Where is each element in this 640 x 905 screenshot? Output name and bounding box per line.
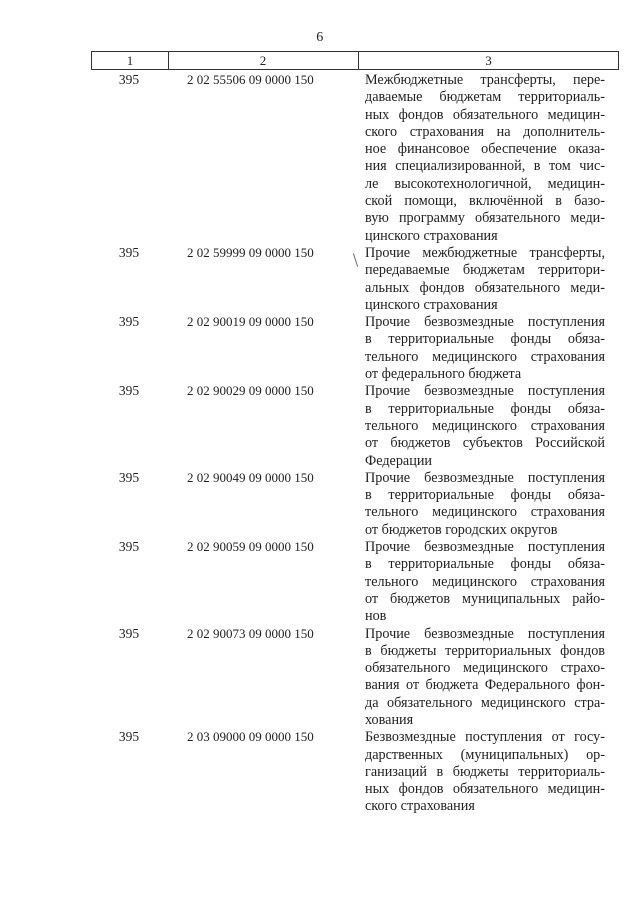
description-line: тельного медицинского страхования (365, 573, 605, 590)
admin-code: 395 (118, 625, 140, 641)
revenue-description (365, 72, 605, 245)
description-line: в территориальные фонды обяза- (365, 487, 605, 504)
revenue-description (365, 729, 605, 815)
revenue-description (365, 626, 605, 730)
table-row (0, 245, 640, 314)
revenue-description (365, 470, 605, 539)
table-body (0, 72, 640, 816)
table-row (0, 72, 640, 245)
description-line: нов (365, 608, 387, 625)
budget-classification-code: 2 03 09000 09 0000 150 (187, 729, 314, 745)
description-line: вания от бюджета Федерального фон- (365, 677, 605, 694)
revenue-description (365, 245, 605, 314)
description-line: цинского страхования (365, 227, 498, 244)
description-line: Прочие безвозмездные поступления (365, 383, 605, 400)
description-line: дарственных (муниципальных) ор- (365, 746, 605, 763)
description-line: в территориальные фонды обяза- (365, 331, 605, 348)
header-col-1: 1 (92, 52, 169, 69)
table-row (0, 470, 640, 539)
description-line: ского страхования (365, 798, 475, 815)
description-line: Федерации (365, 452, 433, 469)
admin-code: 395 (118, 72, 140, 87)
table-row (0, 383, 640, 469)
description-line: ния специализированной, в том чис- (365, 158, 605, 175)
budget-classification-code: 2 02 90029 09 0000 150 (187, 383, 314, 399)
budget-classification-code: 2 02 90019 09 0000 150 (187, 314, 314, 330)
header-col-3: 3 (485, 53, 492, 68)
budget-classification-code: 2 02 90049 09 0000 150 (187, 469, 314, 485)
description-line: тельного медицинского страхования (365, 348, 605, 365)
description-line: ное финансовое обеспечение оказа- (365, 141, 605, 158)
table-row (0, 314, 640, 383)
admin-code: 395 (118, 539, 140, 555)
description-line: Межбюджетные трансферты, пере- (365, 72, 605, 88)
description-line: цинского страхования (365, 296, 498, 313)
admin-code: 395 (118, 729, 140, 745)
description-line: от бюджетов субъектов Российской (365, 435, 605, 452)
table-header (91, 51, 619, 70)
revenue-description (365, 539, 605, 625)
description-line: Прочие межбюджетные трансферты, (365, 244, 605, 261)
description-line: ской помощи, включённой в базо- (365, 193, 605, 210)
budget-classification-code: 2 02 90073 09 0000 150 (187, 625, 314, 641)
description-line: тельного медицинского страхования (365, 417, 605, 434)
description-line: от бюджетов муниципальных райо- (365, 590, 605, 607)
table-row (0, 626, 640, 730)
budget-classification-code: 2 02 90059 09 0000 150 (187, 539, 314, 555)
description-line: Прочие безвозмездные поступления (365, 539, 605, 556)
description-line: обязательного медицинского страхо- (365, 660, 605, 677)
description-line: ных фондов обязательного медицин- (365, 106, 605, 123)
admin-code: 395 (118, 383, 140, 399)
page-number: 6 (316, 30, 324, 45)
budget-classification-code: 2 02 55506 09 0000 150 (187, 72, 314, 87)
description-line: ского страхования на дополнитель- (365, 123, 605, 140)
header-col-2: 2 (168, 52, 359, 69)
description-line: ганизаций в бюджеты территориаль- (365, 763, 605, 780)
description-line: от федерального бюджета (365, 366, 522, 383)
description-line: альных фондов обязательного меди- (365, 279, 605, 296)
admin-code: 395 (118, 469, 140, 485)
description-line: в бюджеты территориальных фондов (365, 642, 605, 659)
revenue-description (365, 383, 605, 469)
description-line: тельного медицинского страхования (365, 504, 605, 521)
description-line: от бюджетов городских округов (365, 521, 558, 538)
description-line: передаваемые бюджетам территори- (365, 262, 605, 279)
description-line: ле высокотехнологичной, медицин- (365, 175, 605, 192)
table-row (0, 729, 640, 815)
revenue-description (365, 314, 605, 383)
description-line: Безвозмездные поступления от госу- (365, 729, 605, 746)
description-line: Прочие безвозмездные поступления (365, 314, 605, 331)
budget-classification-code: 2 02 59999 09 0000 150 (187, 244, 314, 260)
admin-code: 395 (118, 314, 140, 330)
table-row (0, 539, 640, 625)
description-line: Прочие безвозмездные поступления (365, 469, 605, 486)
description-line: ных фондов обязательного медицин- (365, 781, 605, 798)
description-line: в территориальные фонды обяза- (365, 400, 605, 417)
description-line: хования (365, 711, 414, 728)
description-line: да обязательного медицинского стра- (365, 694, 605, 711)
admin-code: 395 (118, 244, 140, 260)
description-line: в территориальные фонды обяза- (365, 556, 605, 573)
description-line: вую программу обязательного меди- (365, 210, 605, 227)
description-line: даваемые бюджетам территориаль- (365, 89, 605, 106)
description-line: Прочие безвозмездные поступления (365, 625, 605, 642)
